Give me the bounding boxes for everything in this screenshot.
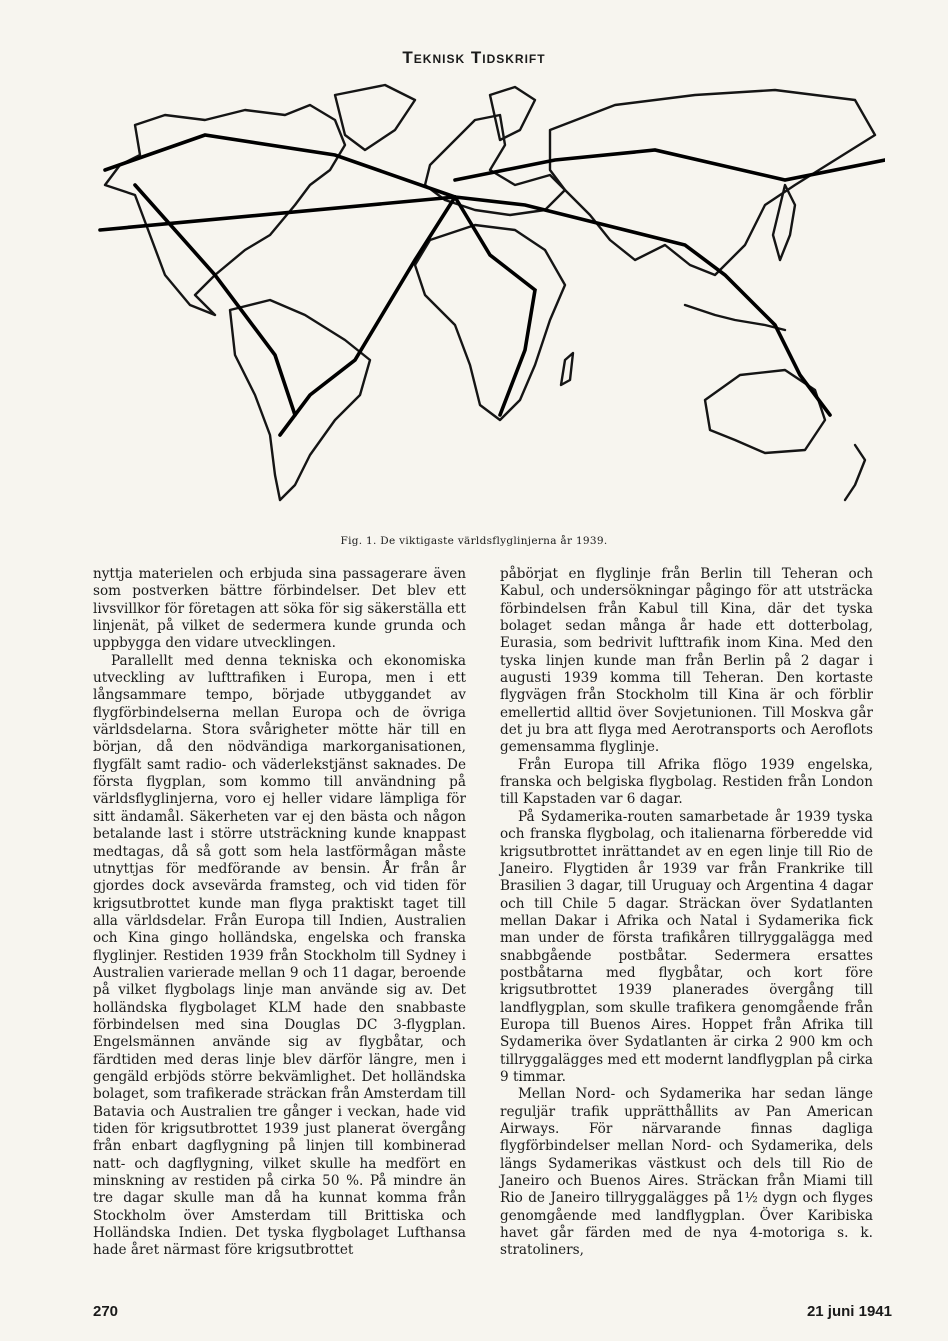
paragraph: påbörjat en flyglinje från Berlin till Teheran och Kabul, och undersökningar pågingo för att utsträcka förbindelsen från Kabul till Kina, där det tyska bolaget sedan många år hade ett dotterbolag, Eurasia, som bedrivit lufttrafik inom Kina. Med den tyska linjen kunde man från Berlin på 2 dagar i augusti 1939 komma till Teheran. Den kortaste flygvägen från Stockholm till Kina är och förblir emellertid alltid över Sovjetunionen. Till Moskva går det ju bra att flyga med Aerotransports och Aeroflots gemensamma flyglinje.: [500, 566, 873, 756]
paragraph: På Sydamerika-routen samarbetade år 1939 tyska och franska flygbolag, och italienarna förberedde vid krigsutbrottet inrättandet av en egen linje till Rio de Janeiro. Flygtiden år 1939 var från Frankrike till Brasilien 3 dagar, till Uruguay och Argentina 4 dagar och till Chile 5 dagar. Sträckan över Sydatlanten mellan Dakar i Afrika och Natal i Sydamerika fick man under de första trafikåren tillryggalägga med snabbgående postbåtar. Sedermera ersattes postbåtarna med flygbåtar, och kort före krigsutbrottet 1939 planerades övergång till landflygplan, som skulle trafikera genomgående från Europa till Buenos Aires. Hoppet från Afrika till Sydamerika över Sydatlanten är cirka 2 900 km och tillryggalägges med ett modernt landflygplan på cirka 9 timmar.: [500, 808, 874, 1085]
page-number: 270: [93, 1303, 119, 1320]
journal-title: Teknisk Tidskrift: [402, 48, 546, 67]
scandinavia-outline: [490, 87, 535, 140]
greenland-outline: [335, 85, 415, 150]
madagascar-outline: [561, 353, 573, 385]
route-transpacific: [105, 135, 455, 197]
paragraph: Mellan Nord- och Sydamerika har sedan länge reguljär trafik upprätthållits av Pan American Airways. För närvarande finnas dagliga flygförbindelser mellan Nord- och Sydamerika, dels längs Sydamerikas västkust och dels till Rio de Janeiro och Buenos Aires. Sträckan från Miami till Rio de Janeiro tillryggalägges på 1½ dygn och flyges genomgående med landflygplan. Över Karibiska havet går färden med de nya 4-motoriga s. k. stratoliners,: [500, 1086, 873, 1259]
paragraph: nyttja materielen och erbjuda sina passagerare även som postverken bättre förbindelser. Det blev ett livsvillkor för företagen att söka för sig säkerställa ett linjenät, på vilket de sedermera kunde grunda och uppbygga den vidare utvecklingen.: [93, 566, 466, 652]
text-column-right: [500, 566, 873, 1260]
asia-outline: [550, 90, 875, 275]
text-column-left: [93, 566, 466, 1260]
new-zealand-outline: [845, 445, 865, 500]
world-airline-map: [95, 75, 885, 525]
route-africa-trunk: [455, 197, 535, 415]
paragraph: Från Europa till Afrika flögo 1939 engelska, franska och belgiska flygbolag. Restiden från London till Kapstaden var 6 dagar.: [500, 756, 873, 808]
south-america-outline: [230, 300, 370, 500]
route-asia-pacific: [455, 150, 885, 180]
issue-date: 21 juni 1941: [806, 1303, 892, 1320]
figure-caption: Fig. 1. De viktigaste världsflyglinjerna år 1939.: [340, 535, 608, 547]
paragraph: Parallellt med denna tekniska och ekonomiska utveckling av lufttrafiken i Europa, men i ett långsammare tempo, började utbyggandet av flygförbindelserna mellan Europa och de övriga världsdelarna. Stora svårigheter mötte här till en början, då den nödvändiga markorganisationen, flygfält samt radio- och väderlekstjänst saknades. De första flygplan, som kommo till användning på världsflyglinjerna, voro ej heller vidare lämpliga för sitt ändamål. Säkerheten var ej den bästa och någon betalande last i större utsträckning kunde knappast medtagas, då så gott som hela lastförmågan måste utnyttjas för medförande av bensin. År från år gjordes dock avsevärda framsteg, och vid tiden för krigsutbrottet kunde man flyga praktiskt taget till alla världsdelar. Från Europa till Indien, Australien och Kina gingo holländska, engelska och franska flyglinjer. Restiden 1939 från Stockholm till Sydney i Australien varierade mellan 9 och 11 dagar, beroende på vilket flygbolags linje man använde sig av. Det holländska flygbolaget KLM hade den snabbaste förbindelsen med sina Douglas DC 3-flygplan. Engelsmännen använde sig av flygbåtar, och färdtiden med deras linje blev därför längre, men i gengäld erbjöds större bekvämlighet. Det holländska bolaget, som trafikerade sträckan från Amsterdam till Batavia och Australien tre gånger i veckan, hade vid tiden för krigsutbrottet 1939 just planerat övergång från enbart dagflygning på linjen till kombinerad natt- och dagflygning, vilket skulle ha medfört en minskning av restiden på cirka 50 %. På mindre än tre dagar skulle man då ha kunnat komma från Stockholm över Amsterdam till Brittiska och Holländska Indien. Det tyska flygbolaget Lufthansa hade året närmast före krigsutbrottet: [93, 652, 466, 1259]
